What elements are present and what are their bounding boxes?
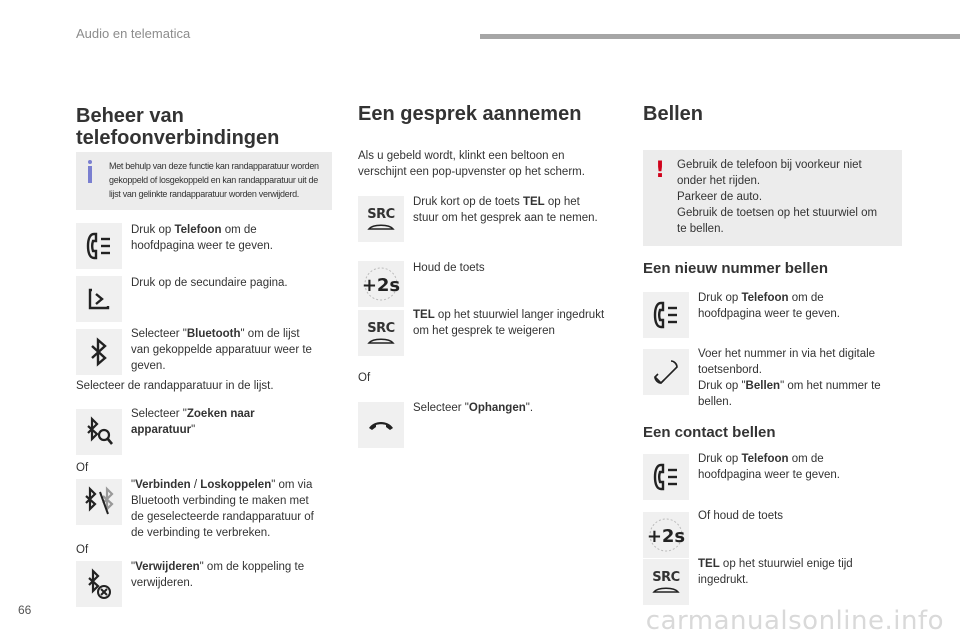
src-button-icon [358,196,404,242]
subsection-nieuw-nummer: Een nieuw nummer bellen [643,260,829,277]
src-label: SRC [367,320,395,336]
step-telefoon: Druk op Telefoon om de hoofdpagina weer te geven. [131,224,273,252]
header-bar [480,34,960,39]
warning-line: onder het rijden. [677,175,761,187]
bluetooth-icon [76,329,122,375]
src-label: SRC [652,569,680,585]
info-note [76,152,332,210]
title-line: Beheer van [76,105,184,127]
step-secundair: Druk op de secundaire pagina. [131,277,288,289]
step-ophangen: Selecteer "Ophangen". [413,402,534,414]
intro-text: Als u gebeld wordt, klinkt een beltoon en verschijnt een pop-upvenster op het scherm. [358,150,585,178]
warning-line: Gebruik de toetsen op het stuurwiel om [677,207,878,219]
step-tel-weigeren: TEL op het stuurwiel langer ingedrukt om het gesprek te weigeren [413,309,605,337]
info-icon-stem [88,166,92,183]
step-nummer-invoeren: Voer het nummer in via het digitale toetsenbord. Druk op "Bellen" om het nummer te bellen. [698,348,881,408]
phone-icon [76,223,122,269]
or-label: Of [76,544,89,556]
svg-text:+2s: +2s [361,275,401,296]
src-button-icon [358,310,404,356]
bluetooth-delete-icon [76,561,122,607]
bluetooth-connect-icon [76,479,122,525]
section-title-bellen: Bellen [643,103,704,125]
section-title-gesprek: Een gesprek aannemen [358,103,582,125]
step-houd: Houd de toets [413,262,485,274]
hold-2s-icon [643,512,689,558]
warning-line: te bellen. [677,223,724,235]
hold-2s-icon [358,261,404,307]
warning-line: Parkeer de auto. [677,191,763,203]
svg-text:+2s: +2s [646,526,686,547]
watermark: carmanualsonline.info [645,606,944,636]
src-label: SRC [367,206,395,222]
dial-icon [643,349,689,395]
phone-icon [643,292,689,338]
step-telefoon-contact: Druk op Telefoon om de hoofdpagina weer te geven. [698,453,840,481]
note-line: Met behulp van deze functie kan randapparatuur worden [109,161,319,171]
page-number: 66 [18,603,32,617]
title-line: telefoonverbindingen [76,127,280,149]
or-label: Of [358,372,371,384]
or-label: Of [76,462,89,474]
note-line: lijst van gelinkte randapparatuur worden verwijderd. [109,189,300,199]
note-line: gekoppeld of losgekoppeld en kan randapparatuur uit de [109,175,318,185]
bluetooth-search-icon [76,409,122,455]
step-verbinden: "Verbinden / Loskoppelen" om via Bluetooth verbinding te maken met de geselecteerde randapparatuur of de verbinding te verbreken. [131,479,314,539]
step-telefoon-nieuw: Druk op Telefoon om de hoofdpagina weer te geven. [698,292,840,320]
subsection-contact-bellen: Een contact bellen [643,424,776,441]
step-zoeken: Selecteer "Zoeken naar apparatuur" [131,408,255,436]
warning-line: Gebruik de telefoon bij voorkeur niet [677,159,862,171]
section-title-beheer [76,105,279,149]
warning-note [643,150,902,246]
src-button-icon [643,559,689,605]
step-verwijderen: "Verwijderen" om de koppeling te verwijderen. [131,561,305,589]
step-tel-ingedrukt: TEL op het stuurwiel enige tijd ingedrukt. [698,558,853,586]
step-select-device: Selecteer de randapparatuur in de lijst. [76,380,274,392]
warning-icon: ! [655,158,666,183]
step-houd-toets: Of houd de toets [698,510,784,522]
running-header: Audio en telematica [76,26,191,41]
step-bluetooth: Selecteer "Bluetooth" om de lijst van gekoppelde apparatuur weer te geven. [131,328,312,372]
hangup-icon [358,402,404,448]
info-icon [88,160,92,164]
menu-icon [76,276,122,322]
phone-icon [643,454,689,500]
step-tel-kort: Druk kort op de toets TEL op het stuur om het gesprek aan te nemen. [413,196,598,224]
